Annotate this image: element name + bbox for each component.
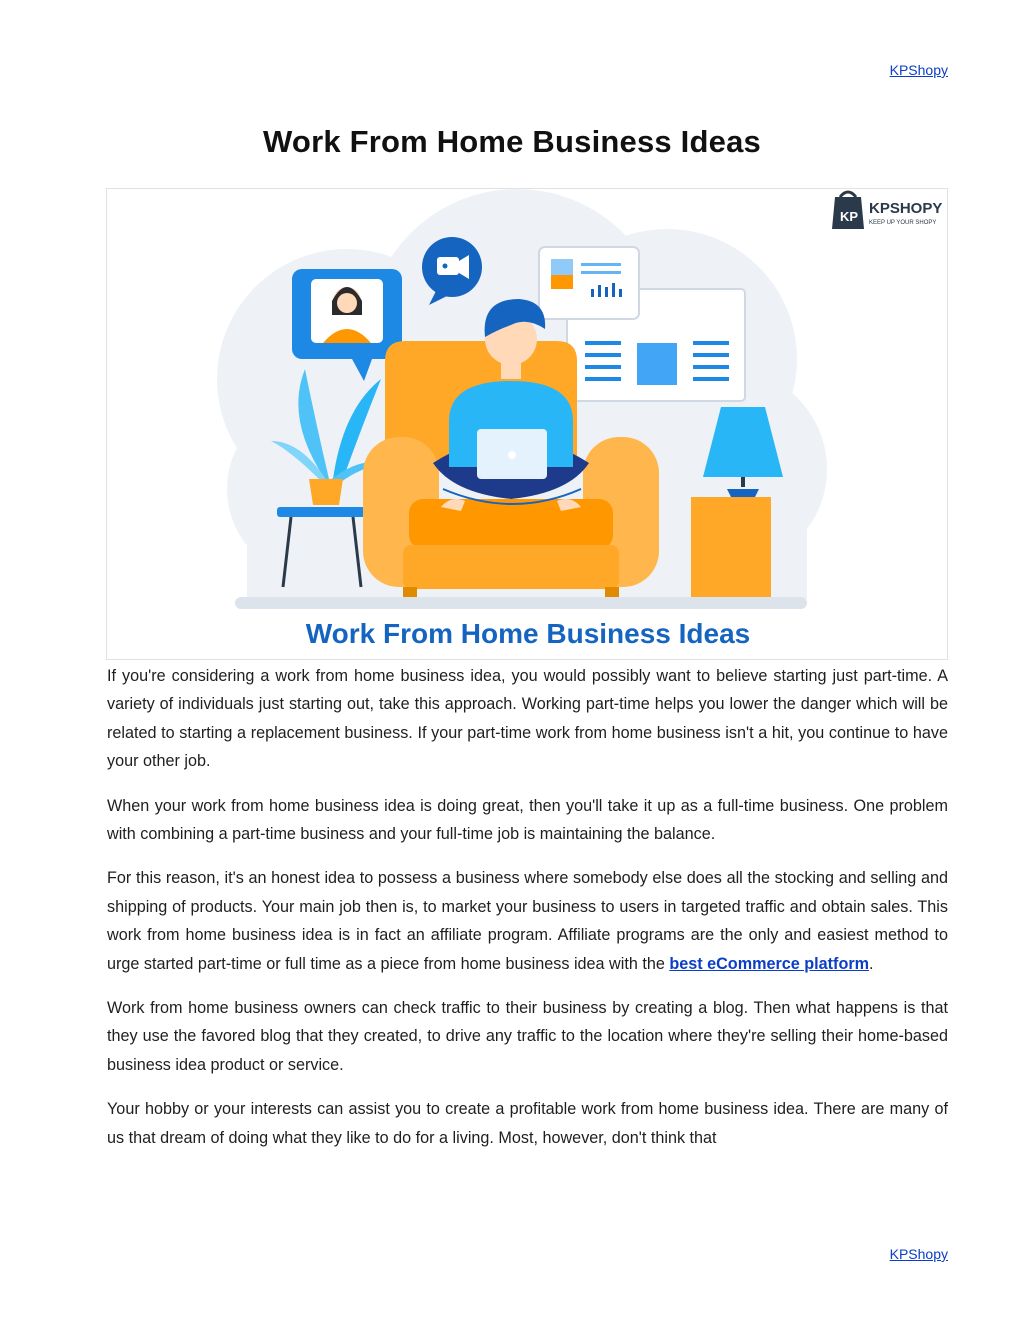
best-ecommerce-platform-link[interactable]: best eCommerce platform	[669, 954, 870, 973]
kpshopy-logo	[832, 192, 942, 229]
svg-text:KP: KP	[840, 209, 859, 224]
page-title: Work From Home Business Ideas	[263, 124, 761, 159]
paragraph-1: If you're considering a work from home business idea, you would possibly want to believe starting just part-time. A variety of individuals just starting out, take this approach. Working part-time helps you lower the danger which will be related to starting a replacement business. If your part-time work from home business isn't a hit, you continue to have your other job.	[107, 667, 948, 771]
paragraph-3: For this reason, it's an honest idea to possess a business where somebody else does all the stocking and selling and shipping of products. Your main job then is, to market your business to users in targeted traffic and obtain sales. This work from home business idea is in fact an affiliate program. Affiliate programs are the only and easiest method to urge started part-time or full time as a piece from home business idea with the best eCommerce platform.	[107, 869, 948, 973]
article-body	[107, 662, 948, 1168]
header-kpshopy-link[interactable]: KPShopy	[889, 62, 948, 78]
svg-text:KEEP UP YOUR SHOPY: KEEP UP YOUR SHOPY	[869, 220, 937, 226]
hero-illustration	[106, 188, 948, 660]
paragraph-4: Work from home business owners can check traffic to their business by creating a blog. Then what happens is that they use the favored blog that they created, to drive any traffic to the location where they're selling their home-based business idea product or service.	[107, 999, 948, 1074]
svg-text:KPSHOPY: KPSHOPY	[869, 200, 943, 217]
paragraph-2: When your work from home business idea is doing great, then you'll take it up as a full-time business. One problem with combining a part-time business and your full-time job is maintaining the balance.	[107, 796, 948, 844]
footer-kpshopy-link[interactable]: KPShopy	[889, 1246, 948, 1262]
floor-shadow	[235, 597, 807, 609]
hero-caption: Work From Home Business Ideas	[305, 618, 751, 649]
paragraph-5: Your hobby or your interests can assist you to create a profitable work from home business idea. There are many of us that dream of doing what they like to do for a living. Most, however, don't think that	[107, 1100, 948, 1147]
